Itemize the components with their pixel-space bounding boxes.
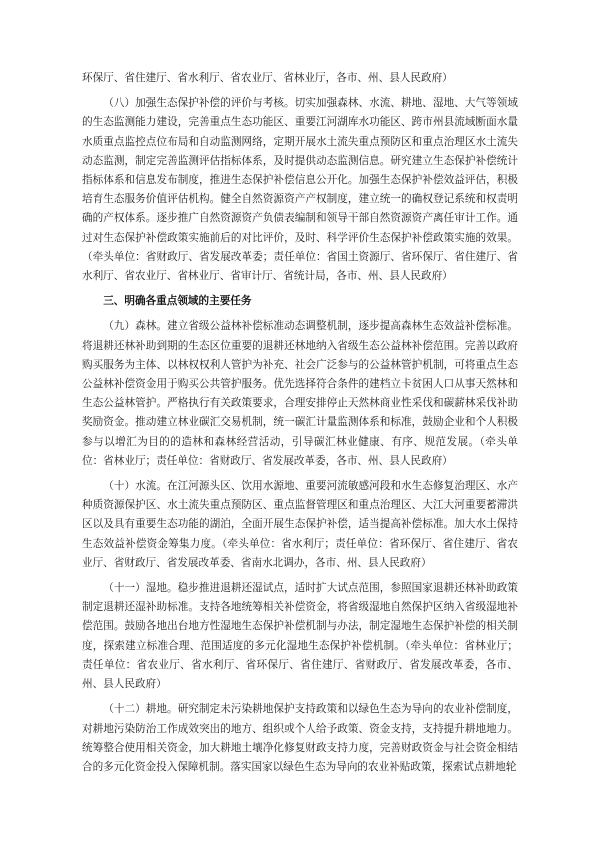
paragraph-item-9-forest: （九）森林。建立省级公益林补偿标准动态调整机制，逐步提高森林生态效益补偿标准。将退耕还林补助到期的生态区位重要的退耕还林地纳入省级生态公益林补偿范围。完善以政府购买服务为主体、以林权权利人管护为补充、社会广泛参与的公益林管护机制，可将重点生态公益林补偿资金用于购买公共管护服务。优先选择符合条件的建档立卡贫困人口从事天然林和生态公益林管护。严格执行有关政策要求，合理安排停止天然林商业性采伐和碳薪林采伐补助奖励资金。推动建立林业碳汇交易机制，统一碳汇计量监测体系和标准，鼓励企业和个人积极参与以增汇为目的的造林和森林经营活动，引导碳汇林业健康、有序、规范发展。（牵头单位：省林业厅；责任单位：省财政厅、省发展改革委，各市、州、县人民政府） (82, 320, 518, 467)
paragraph-item-8: （八）加强生态保护补偿的评价与考核。切实加强森林、水流、耕地、湿地、大气等领域的生态监测能力建设，完善重点生态功能区、重要江河湖库水功能区、跨市州县流域断面水量水质重点监控点位布局和自动监测网络，定期开展水土流失重点预防区和重点治理区水土流失动态监测，制定完善监测评估指标体系，及时提供动态监测信息。研究建立生态保护补偿统计指标体系和信息发布制度，推进生态保护补偿信息公开化。加强生态保护补偿效益评估，积极培育生态服务价值评估机构。健全自然资源资产产权制度，建立统一的确权登记系统和权责明确的产权体系。逐步推广自然资源资产负债表编制和领导干部自然资源资产离任审计工作。通过对生态保护补偿政策实施前后的对比评价，及时、科学评价生态保护补偿政策实施的效果。（牵头单位：省财政厅、省发展改革委；责任单位：省国土资源厅、省环保厅、省住建厅、省水利厅、省农业厅、省林业厅、省审计厅、省统计局，各市、州、县人民政府） (82, 97, 518, 283)
continued-paragraph: 环保厅、省住建厅、省水利厅、省农业厅、省林业厅，各市、州、县人民政府） (82, 72, 453, 84)
section-heading: 三、明确各重点领域的主要任务 (103, 295, 252, 308)
paragraph-item-10-water: （十）水流。在江河源头区、饮用水源地、重要河流敏感河段和水生态修复治理区、水产种质资源保护区、水土流失重点预防区、重点监督管理区和重点治理区、大江大河重要蓄滞洪区以及具有重要生态功能的湖泊，全面开展生态保护补偿，适当提高补偿标准。加大水土保持生态效益补偿资金筹集力度。（牵头单位：省水利厅；责任单位：省环保厅、省住建厅、省农业厅、省财政厅、省发展改革委、省南水北调办，各市、州、县人民政府） (82, 480, 518, 569)
paragraph-item-11-wetland: （十一）湿地。稳步推进退耕还湿试点，适时扩大试点范围，参照国家退耕还林补助政策制定退耕还湿补助标准。支持各地统筹相关补偿资金，将省级湿地自然保护区纳入省级湿地补偿范围。鼓励各地出台地方性湿地生态保护补偿机制与办法，制定湿地生态保护补偿的相关制度，探索建立标准合理、范围适度的多元化湿地生态保护补偿机制。（牵头单位：省林业厅；责任单位：省农业厅、省水利厅、省环保厅、省住建厅、省财政厅、省发展改革委，各市、州、县人民政府） (82, 582, 518, 691)
document-body (82, 69, 518, 777)
paragraph-item-12-farmland: （十二）耕地。研究制定未污染耕地保护支持政策和以绿色生态为导向的农业补偿制度，对耕地污染防治工作成效突出的地方、组织或个人给予政策、资金支持，支持提升耕地地力。统筹整合使用相关资金，加大耕地土壤净化修复财政支持力度，完善财政资金与社会资金相结合的多元化资金投入保障机制。落实国家以绿色生态为导向的农业补贴政策，探索试点耕地轮 (82, 703, 518, 773)
